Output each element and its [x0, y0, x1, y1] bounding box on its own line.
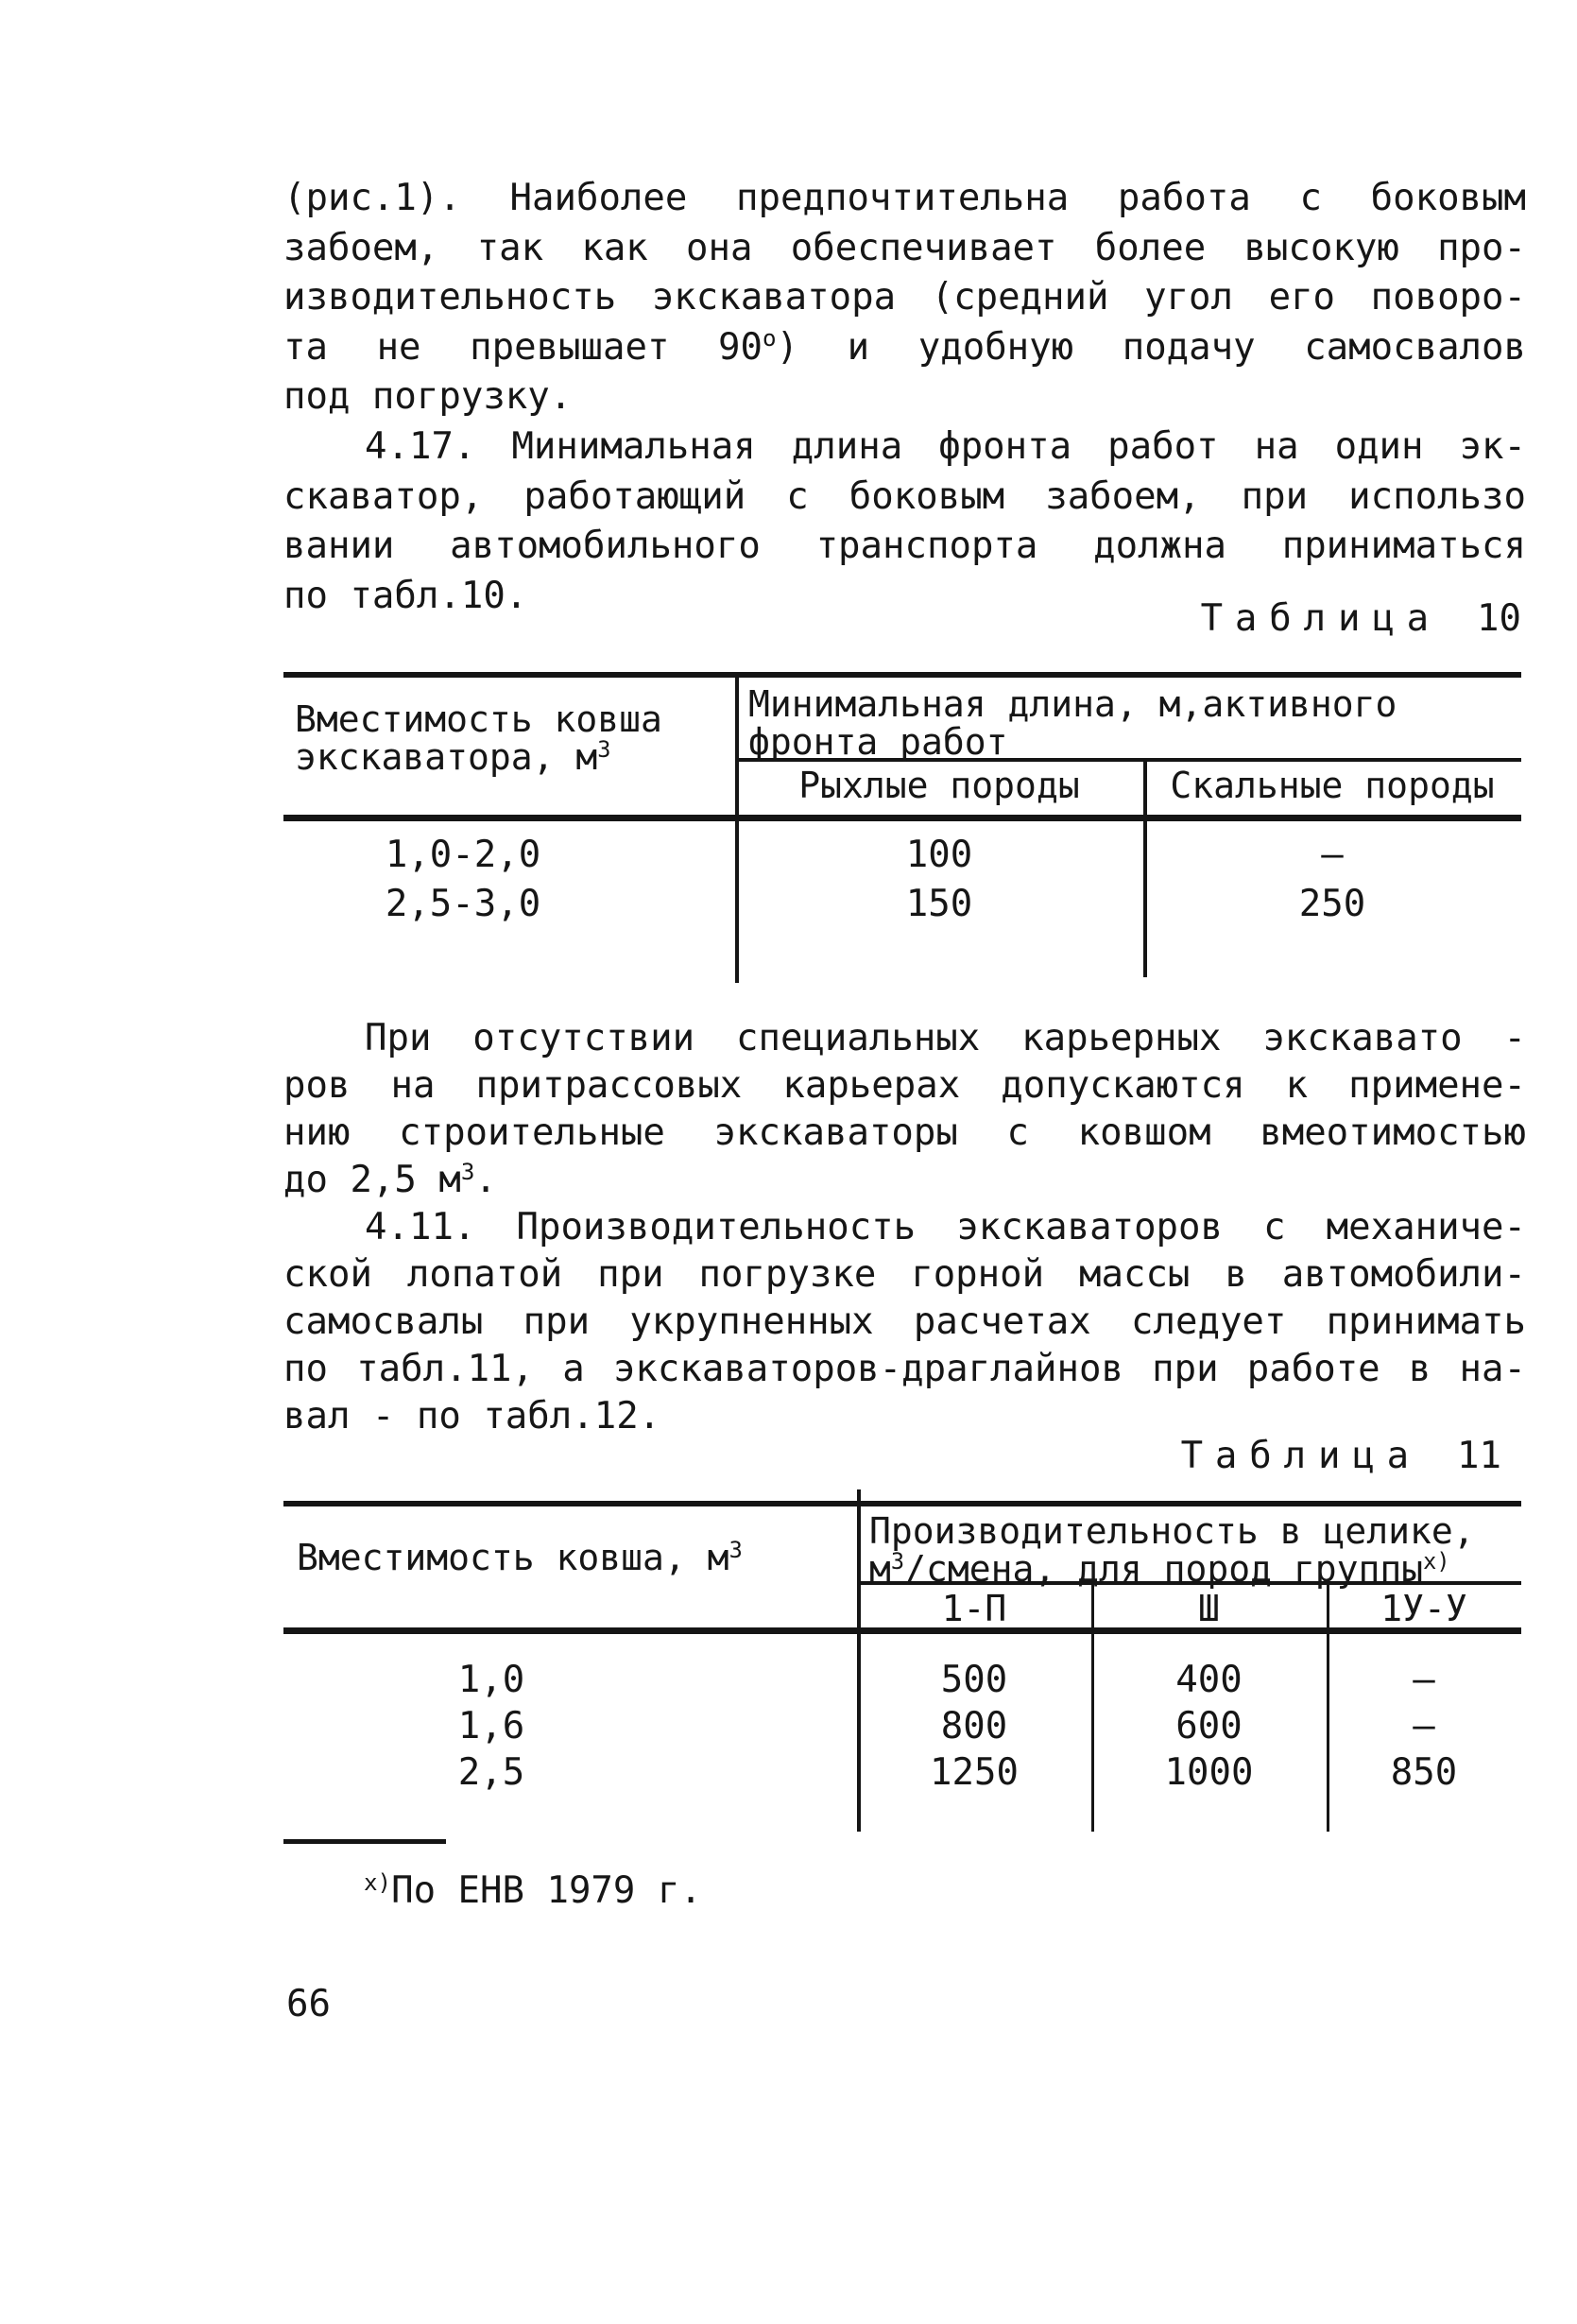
paragraph-rice1 [283, 174, 1526, 422]
table11-cell: 1000 [1164, 1751, 1254, 1794]
text-segment: (рис.1). Наиболее предпочтительна работа с боковым [283, 177, 1526, 219]
superscript-text: 3 [729, 1537, 743, 1564]
text-line [283, 1204, 1526, 1251]
table10-col1-header [295, 700, 729, 776]
table11-cell: 1250 [930, 1751, 1019, 1794]
text-line [283, 273, 1526, 323]
text-segment: Вместимость ковша, м [297, 1537, 729, 1578]
table11-top-border [283, 1501, 1521, 1506]
text-segment: ) и удобную подачу самосвалов [776, 325, 1526, 369]
paragraph-quarry [283, 1015, 1526, 1204]
table11-group-header [869, 1512, 1526, 1588]
table10-vline-col1 [735, 672, 739, 983]
text-line [283, 372, 1526, 422]
table11-cell: 800 [940, 1705, 1008, 1747]
text-line [283, 174, 1526, 224]
table10-cell: 2,5-3,0 [385, 883, 541, 925]
table11-caption [1181, 1435, 1501, 1477]
text-segment: скаватор, работающий с боковым забоем, при использо [283, 474, 1526, 518]
footnote [364, 1869, 702, 1912]
text-line [283, 1299, 1526, 1346]
table11-cell: – [1413, 1705, 1435, 1747]
text-line [283, 1251, 1526, 1299]
table10-cell: 150 [905, 883, 973, 925]
text-line [283, 1157, 1526, 1204]
text-segment: ров на притрассовых карьерах допускаются к примене- [283, 1064, 1526, 1107]
text-line [283, 422, 1526, 473]
table11-caption-word: Таблица [1180, 1435, 1422, 1477]
text-segment: По ЕНВ 1979 г. [391, 1869, 702, 1912]
table11-cell: 1,0 [457, 1659, 525, 1701]
table10-group-header [748, 685, 1518, 761]
table11-cell: 2,5 [457, 1751, 525, 1794]
superscript-text: x) [1423, 1548, 1450, 1575]
text-segment: нию строительные экскаваторы с ковшом вмеотимостью [283, 1111, 1526, 1154]
text-segment: изводительность экскаватора (средний угол его поворо- [283, 276, 1526, 318]
table10-caption-word: Таблица [1200, 597, 1442, 640]
table-11 [283, 1501, 1521, 1836]
table11-cell: 400 [1175, 1659, 1243, 1701]
text-segment: до 2,5 м [283, 1159, 461, 1201]
text-line [283, 1346, 1526, 1393]
text-line [869, 1512, 1526, 1550]
text-line [748, 685, 1518, 723]
text-line [283, 1110, 1526, 1157]
table11-cell: 850 [1390, 1751, 1458, 1794]
text-segment: та не превышает 90 [283, 325, 763, 369]
footnote-separator [283, 1839, 446, 1844]
page-number: 66 [286, 1983, 331, 2025]
text-line [283, 522, 1526, 572]
table10-hline-thick [283, 815, 1521, 821]
text-segment: 4.17. Минимальная длина фронта работ на один эк- [365, 425, 1526, 468]
text-segment: вал - по табл.12. [283, 1395, 661, 1437]
text-segment: по табл.10. [283, 574, 528, 617]
text-line [295, 700, 729, 738]
paragraph-4-11 [283, 1204, 1526, 1440]
text-segment: Вместимость ковша [295, 698, 662, 740]
text-segment: При отсутствии специальных карьерных экскавато - [365, 1017, 1526, 1059]
text-segment: самосвалы при укрупненных расчетах следует принимать [283, 1300, 1526, 1343]
text-segment: вании автомобильного транспорта должна приниматься [283, 525, 1526, 567]
text-line [869, 1550, 1526, 1588]
text-segment: . [474, 1159, 497, 1201]
table11-caption-number: 11 [1457, 1435, 1501, 1477]
table-10 [283, 672, 1521, 989]
table10-caption [1201, 597, 1521, 640]
text-segment: фронта работ [748, 721, 1008, 763]
text-segment: экскаватора, м [295, 736, 598, 778]
superscript-text: 3 [460, 1158, 475, 1185]
table10-top-border [283, 672, 1521, 678]
table10-subheader-loose: Рыхлые породы [798, 765, 1080, 806]
text-line [283, 323, 1526, 373]
text-line [748, 723, 1518, 761]
text-segment: /смена, для пород группы [904, 1548, 1424, 1590]
text-segment: м [869, 1548, 891, 1590]
table10-cell: 1,0-2,0 [385, 834, 541, 876]
superscript-text: о [763, 325, 777, 353]
text-segment: Минимальная длина, м,активного [748, 683, 1397, 725]
table10-cell: – [1321, 834, 1344, 876]
text-line [283, 224, 1526, 274]
superscript-text: x) [364, 1868, 392, 1896]
text-segment: Производительность в целике, [869, 1510, 1475, 1552]
superscript-text: 3 [890, 1548, 905, 1575]
text-segment: забоем, так как она обеспечивает более высокую про- [283, 226, 1526, 269]
table11-cell: 1,6 [457, 1705, 525, 1747]
superscript-text: 3 [597, 736, 611, 764]
table10-cell: 250 [1298, 883, 1366, 925]
text-line [295, 738, 729, 776]
text-segment: под погрузку. [283, 375, 573, 418]
table10-subheader-rock: Скальные породы [1170, 765, 1495, 806]
table11-cell: 600 [1175, 1705, 1243, 1747]
text-segment: 4.11. Производительность экскаваторов с механиче- [365, 1206, 1526, 1248]
text-line [283, 1015, 1526, 1062]
table11-cell: 500 [940, 1659, 1008, 1701]
table11-subheader-3: Ш [1198, 1588, 1220, 1629]
table11-subheader-1-2: 1-П [941, 1588, 1007, 1629]
table10-caption-number: 10 [1477, 597, 1521, 640]
table11-subheader-4-5: 1У-У [1380, 1588, 1467, 1629]
text-line [283, 1062, 1526, 1110]
text-line [283, 1393, 1526, 1440]
text-line [283, 473, 1526, 523]
paragraph-4-17 [283, 422, 1526, 621]
table11-cell: – [1413, 1659, 1435, 1701]
text-segment: по табл.11, а экскаваторов-драглайнов при работе в на- [283, 1348, 1526, 1390]
text-segment: ской лопатой при погрузке горной массы в автомобили- [283, 1253, 1526, 1296]
table11-col1-header [297, 1537, 849, 1583]
table10-cell: 100 [905, 834, 973, 876]
